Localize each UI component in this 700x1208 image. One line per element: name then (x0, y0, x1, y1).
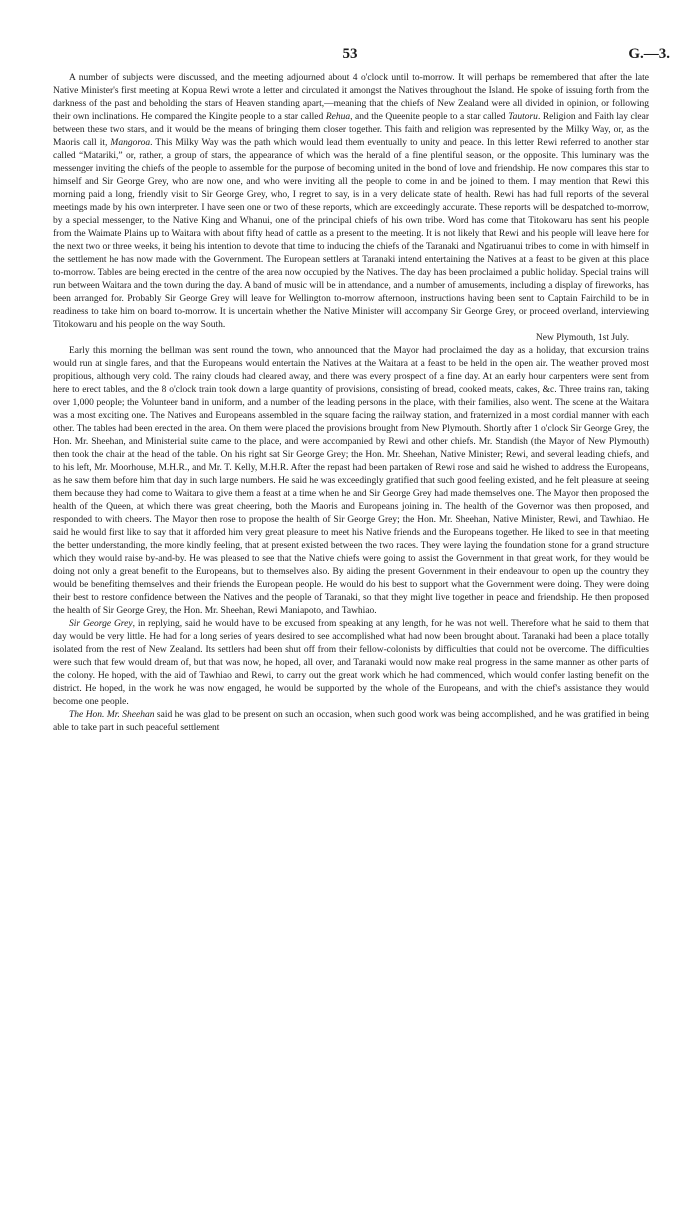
speaker-name: Sir George Grey (69, 619, 133, 629)
paragraph-sheehan (53, 709, 649, 735)
text-run: , in replying, said he would have to be excused from speaking at any length, for he was not well. Therefore what he said to them that day would be very little. He had for a long series of years desired to see accomplished what had now been brought about. Taranaki had been a place totally isolated from the rest of New Zealand. Its settlers had been shut off from their fellow-colonists by difficulties that could not be overcome. The difficulties were such that few would dream of, but that was now, he hoped, all over, and Taranaki would now make real progress in the same manner as other parts of the colony. He hoped, with the aid of Tawhiao and Rewi, to carry out the great work which he had commenced, which would confer lasting benefit on the district. He hoped, in the work he was now engaged, he would be supported by the whole of the Europeans, and with the chief's assistance they would become one people. (53, 619, 649, 707)
document-reference: G.—3. (628, 46, 670, 62)
star-name-rehua: Rehua (325, 112, 351, 122)
text-run: , and the Queenite people to a star called (350, 112, 509, 122)
text-run: . Religion and Faith lay clear between these two stars, and it would be the means of bringing them closer together. This faith and religion was represented by the Milky Way, or, as the Maoris call it, (53, 112, 649, 148)
document-body (53, 72, 649, 735)
page-number: 53 (342, 46, 358, 62)
text-run: . This Milky Way was the path which would lead them eventually to unity and peace. In this letter Rewi referred to another star called “Matariki,” or, rather, a group of stars, the appearance of which was the herald of a fine plentiful season, or the opposite. This luminary was the messenger inviting the chiefs of the people to assemble for the purpose of becoming united in the bond of love and friendship. He now compares this star to himself and Sir George Grey, who are now one, and who were inviting all the people to come in and be joined to them. I may mention that Rewi this morning paid a long, friendly visit to Sir George Grey, who, I regret to say, is in a very delicate state of health. Rewi has had full reports of the several meetings made by his own interpreter. I have seen one or two of these reports, which are exceedingly accurate. These reports will be despatched to-morrow, by a special messenger, to the Native King and Whanui, one of the principal chiefs of his own tribe. Word has come that Titokowaru has sent his people from the Waimate Plains up to Waitara with about fifty head of cattle as a present to the meeting. It is not likely that Rewi and his people will leave here for the next two or three weeks, it being his intention to devote that time to inducing the chiefs of the Taranaki and Ngatiruanui tribes to come in with himself in the settlement he has now made with the Government. The European settlers at Taranaki intend entertaining the Natives at a feast to be given at this place to-morrow. Tables are being erected in the centre of the area now occupied by the Natives. The day has been proclaimed a public holiday. Special trains will run between Waitara and the town during the day. A band of music will be in attendance, and a number of amusements, including a display of fireworks, has been arranged for. Probably Sir George Grey will leave for Wellington to-morrow afternoon, instructions having been sent to Captain Fairchild to be in readiness to take him on board to-morrow. It is uncertain whether the Native Minister will accompany Sir George Grey, or proceed overland, interviewing Titokowaru and his people on the way South. (53, 138, 649, 330)
paragraph-feast: Early this morning the bellman was sent round the town, who announced that the Mayor had proclaimed the day as a holiday, that excursion trains would run at single fares, and that the Europeans would entertain the Natives at the Waitara at a feast to be held in the open air. The weather proved most propitious, although very cold. The rainy clouds had cleared away, and there was every prospect of a fine day. At an early hour carpenters were sent from here to erect tables, and the 8 o'clock train took down a large quantity of provisions, consisting of bread, cooked meats, cakes, &c. Three trains ran, taking over 1,000 people; the Volunteer band in uniform, and a number of the leading persons in the place, with their families, also went. The scene at the Waitara was a most exciting one. The Natives and Europeans assembled in the square facing the railway station, and fraternized in a most cordial manner with each other. The tables had been erected in the area. On them were placed the provisions brought from New Plymouth. Shortly after 1 o'clock Sir George Grey, the Hon. Mr. Sheehan, and Ministerial suite came to the place, and were accompanied by Rewi and other chiefs. Mr. Standish (the Mayor of New Plymouth) then took the chair at the head of the table. On his right sat Sir George Grey; the Hon. Mr. Sheehan, Native Minister; Rewi, and several leading chiefs, and to his left, Mr. Moorhouse, M.H.R., and Mr. T. Kelly, M.H.R. After the repast had been partaken of Rewi rose and said he wished to address the Europeans, as he saw them before him that day in such large numbers. He said he was exceedingly gratified that such good feeling existed, and he felt pleasure at seeing them because they had come to Waitara to give them a feast at a time when he and Sir George Grey had made themselves one. The Mayor then proposed the health of the Queen, at which there was great cheering, both the Maoris and Europeans joining in. The health of the Governor was then proposed, and responded to with cheers. The Mayor then rose to propose the health of Sir George Grey; the Hon. Mr. Sheehan, Native Minister, Rewi, and Tawhiao. He said he would first like to say that it afforded him very great pleasure to meet his Native friends and the Europeans together. He liked to see in that meeting the better understanding, the more kindly feeling, that at present existed between the two races. They were laying the foundation stone for a grand structure which they would raise by-and-by. He was pleased to see that the Native chiefs were going to assist the Government in that great work, for they would be doing not only a great benefit to the Europeans, but to themselves also. By aiding the present Government in their endeavour to open up the country they would be benefiting themselves and their friends the European people. He would do his best to support what the Government were doing. They were doing their best to restore confidence between the Natives and the people of Taranaki, so that they might live together in peace and friendship. He then proposed the health of Sir George Grey, the Hon. Mr. Sheehan, Rewi Maniapoto, and Tawhiao. (53, 346, 649, 616)
paragraph-rewi-letter (53, 72, 649, 345)
maori-term-mangoroa: Mangoroa (110, 138, 151, 148)
text-run: said he was glad to be present on such an occasion, when such good work was being accomplished, and he was gratified in being able to take part in such peaceful settlement (53, 710, 650, 733)
text-run: A number of subjects were discussed, and the meeting adjourned about 4 o'clock until to-morrow. It will perhaps be remembered that after the late Native Minister's first meeting at Kopua Rewi wrote a letter and circulated it amongst the Natives throughout the Island. He spoke of issuing forth from the darkness of the past and beholding the stars of Heaven standing apart,—meaning that the chiefs of New Zealand were all divided in opinion, or following their own inclinations. He compared the Kingite people to a star called (53, 73, 649, 122)
star-name-tautoru: Tautoru (508, 112, 538, 122)
speaker-name: The Hon. Mr. Sheehan (69, 710, 155, 720)
dateline: New Plymouth, 1st July. (535, 333, 629, 343)
paragraph-grey-reply (53, 618, 649, 709)
